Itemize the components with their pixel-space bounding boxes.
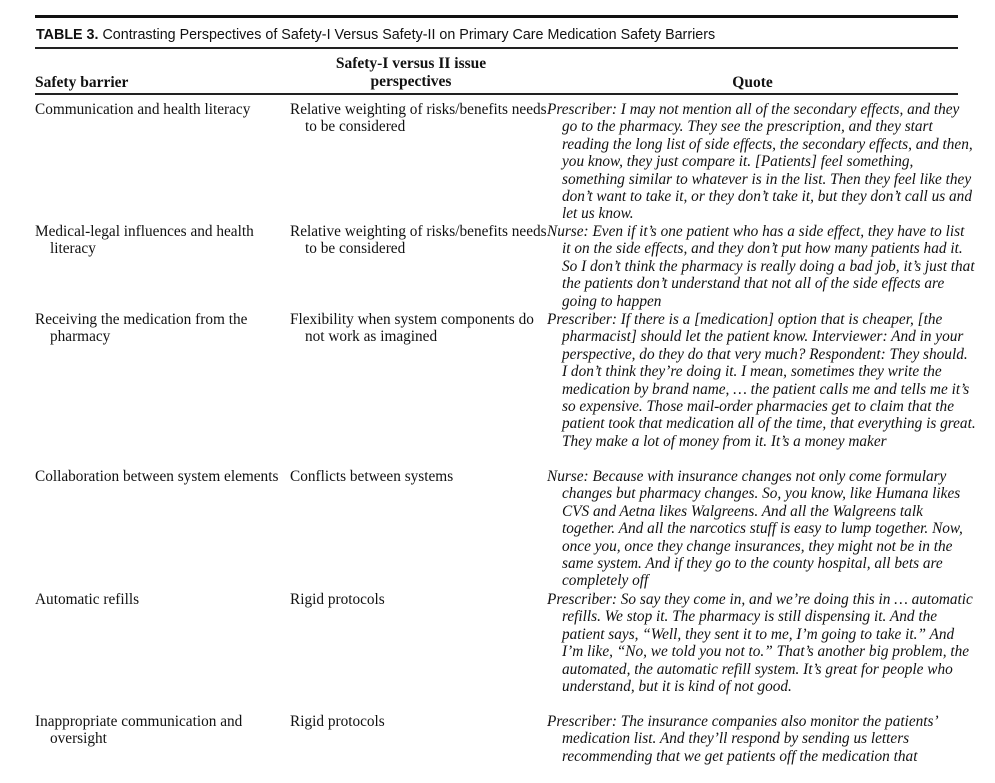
header-perspectives <box>290 55 532 91</box>
quote-cell: Nurse: Because with insurance changes not only come formulary changes but pharmacy changes. So, you know, like Humana likes CVS and Aetna likes Walgreens. And all the Walgreens talk together. And all the narcotics stuff is easy to lump together. Now, once you, once they change insurances, they might not be in the same system. And if they go to the county hospital, all bets are completely off <box>547 468 963 590</box>
perspective-cell: Conflicts between systems <box>290 468 454 485</box>
header-perspectives-line1: Safety-I versus II issue <box>335 55 487 72</box>
table-caption <box>35 18 958 47</box>
table-row <box>35 223 975 311</box>
table-row <box>35 311 976 468</box>
barrier-cell: Automatic refills <box>35 591 140 608</box>
header-safety-barrier: Safety barrier <box>35 74 129 91</box>
perspective-cell: Relative weighting of risks/benefits needs to be considered <box>290 223 547 258</box>
table-row <box>35 468 963 591</box>
perspective-cell: Flexibility when system components do not work as imagined <box>290 311 534 346</box>
quote-cell: Prescriber: The insurance companies also monitor the patients’ medication list. And they’ll respond by sending us letters recommending that we get patients off the medication that <box>547 713 937 765</box>
table-body <box>35 101 976 783</box>
perspective-cell: Rigid protocols <box>290 713 385 730</box>
perspective-cell: Relative weighting of risks/benefits needs to be considered <box>290 101 547 136</box>
quote-cell: Prescriber: I may not mention all of the secondary effects, and they go to the pharmacy. They see the prescription, and they start reading the long list of side effects, the secondary effects, and then, you know, they just compare it. [Patients] feel something, something similar to whatever is in the list. Then they feel like they don’t want to take it, or they don’t take it, but they don’t call us and let us know. <box>547 101 973 223</box>
table-row <box>35 713 958 783</box>
quote-cell: Prescriber: So say they come in, and we’re doing this in … automatic refills. We stop it. The pharmacy is still dispensing it. And the patient says, “Well, they sent it to me, I’m going to take it.” And I’m like, “No, we told you not to.” That’s another big problem, the automated, the automatic refill system. It’s great for people who understand, but it is kind of not good. <box>547 591 973 696</box>
barrier-cell: Inappropriate communication and oversight <box>35 713 243 748</box>
barrier-cell: Receiving the medication from the pharmacy <box>35 311 248 346</box>
header-rule <box>35 93 958 95</box>
barrier-cell: Communication and health literacy <box>35 101 251 118</box>
header-perspectives-line2: perspectives <box>370 73 452 90</box>
table-row <box>35 101 973 223</box>
quote-cell: Nurse: Even if it’s one patient who has a side effect, they have to list it on the side effects, and they don’t put how many patients had it. So I don’t think the pharmacy is really doing a bad job, it’s just that the patients don’t understand that not all of the side effects are going to happen <box>547 223 975 310</box>
table-row <box>35 591 973 713</box>
header-quote: Quote <box>732 74 773 91</box>
caption-label: TABLE 3. <box>36 27 99 43</box>
caption-text: Contrasting Perspectives of Safety-I Versus Safety-II on Primary Care Medication Safety Barriers <box>102 27 716 43</box>
table-header <box>35 49 958 93</box>
barrier-cell: Medical-legal influences and health literacy <box>35 223 254 258</box>
table-3 <box>35 15 976 783</box>
quote-cell: Prescriber: If there is a [medication] option that is cheaper, [the pharmacist] should let the patient know. Interviewer: And in your perspective, do they do that very much? Respondent: They should. I don’t think they’re doing it. I mean, sometimes they write the medication by brand name, … the patient calls me and tells me it’s so expensive. Those mail-order pharmacies get to claim that the patient took that medication all of the time, that everything is great. They make a lot of money from it. It’s a money maker <box>547 311 976 450</box>
perspective-cell: Rigid protocols <box>290 591 385 608</box>
barrier-cell: Collaboration between system elements <box>35 468 279 485</box>
